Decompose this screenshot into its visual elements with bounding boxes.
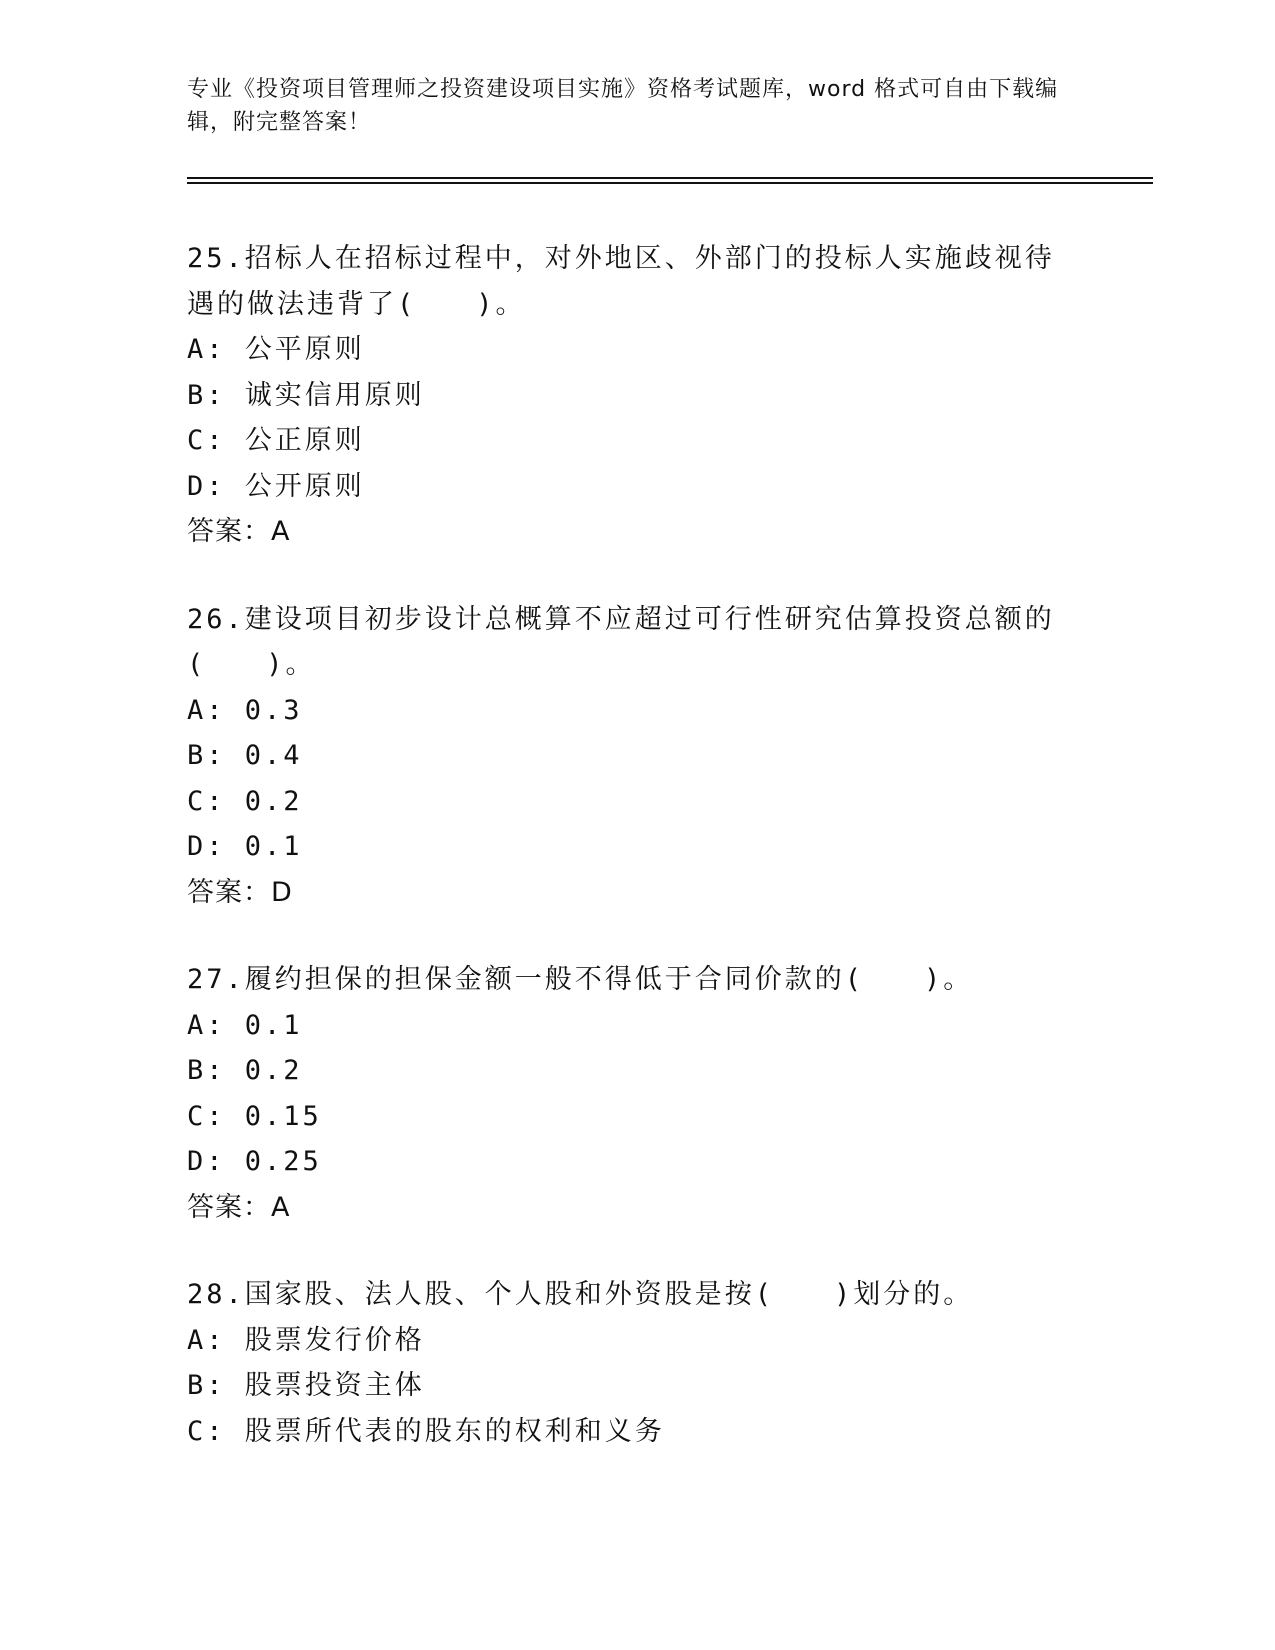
- option-a: A: 0.1: [187, 1009, 303, 1041]
- header-divider-top: [187, 177, 1153, 179]
- option-c: C: 股票所代表的股东的权利和义务: [187, 1415, 665, 1447]
- question-stem: 27.履约担保的担保金额一般不得低于合同价款的( )。: [187, 964, 974, 995]
- option-d: D: 0.25: [187, 1146, 322, 1177]
- question-list: [187, 236, 1087, 1496]
- option-b: B: 股票投资主体: [187, 1370, 425, 1401]
- question-27: [187, 957, 1087, 1230]
- option-b: B: 诚实信用原则: [187, 379, 425, 411]
- answer: 答案：A: [187, 1191, 291, 1223]
- question-25: [187, 236, 1087, 555]
- header-divider-bottom: [187, 182, 1153, 184]
- option-a: A: 股票发行价格: [187, 1324, 425, 1356]
- option-b: B: 0.2: [187, 1055, 303, 1086]
- option-a: A: 0.3: [187, 694, 303, 726]
- option-b: B: 0.4: [187, 740, 303, 771]
- answer: 答案：D: [187, 876, 293, 908]
- document-header: [187, 73, 1087, 139]
- option-a: A: 公平原则: [187, 334, 365, 365]
- question-stem: 26.建设项目初步设计总概算不应超过可行性研究估算投资总额的( )。: [187, 603, 1055, 680]
- question-stem: 28.国家股、法人股、个人股和外资股是按( )划分的。: [187, 1279, 974, 1310]
- option-c: C: 0.2: [187, 785, 303, 817]
- answer: 答案：A: [187, 516, 291, 547]
- option-c: C: 公正原则: [187, 425, 365, 456]
- option-d: D: 公开原则: [187, 470, 365, 502]
- question-stem: 25.招标人在招标过程中，对外地区、外部门的投标人实施歧视待遇的做法违背了( )。: [187, 243, 1055, 320]
- header-text: 专业《投资项目管理师之投资建设项目实施》资格考试题库，word 格式可自由下载编辑，附完整答案！: [187, 77, 1059, 135]
- option-c: C: 0.15: [187, 1100, 322, 1132]
- option-d: D: 0.1: [187, 831, 303, 862]
- question-26: [187, 597, 1087, 916]
- question-28: [187, 1272, 1087, 1454]
